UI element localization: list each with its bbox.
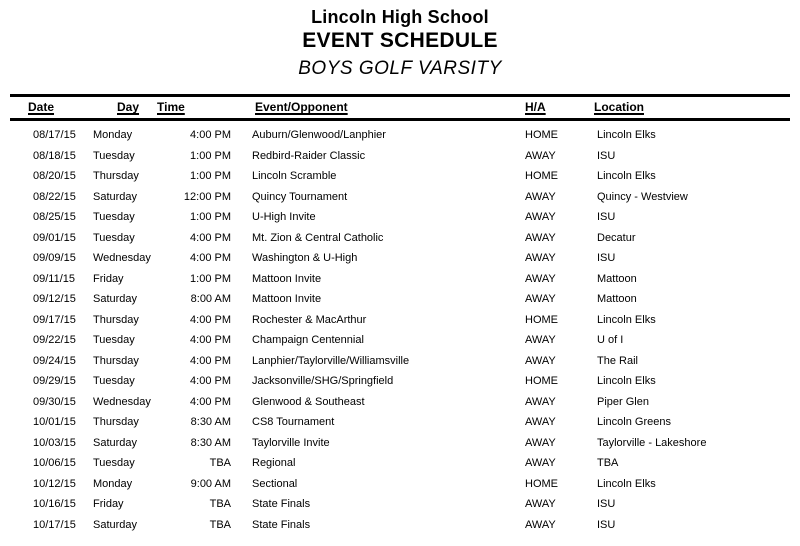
table-row: [0, 289, 800, 310]
cell-date: 09/22/15: [33, 334, 76, 346]
cell-time: 8:30 AM: [190, 416, 231, 428]
cell-date: 09/29/15: [33, 375, 76, 387]
column-header-event: Event/Opponent: [255, 100, 348, 114]
table-row: [0, 392, 800, 413]
cell-ha: HOME: [525, 170, 558, 182]
cell-date: 10/12/15: [33, 477, 76, 490]
cell-date: 08/22/15: [33, 190, 76, 203]
cell-event: Washington & U-High: [252, 252, 358, 264]
cell-day: Thursday: [93, 416, 139, 428]
table-row: [0, 515, 800, 536]
cell-date: 09/01/15: [33, 231, 76, 244]
cell-date: 09/30/15: [33, 395, 76, 408]
cell-ha: AWAY: [525, 149, 556, 162]
cell-date: 09/12/15: [33, 293, 76, 305]
cell-ha: AWAY: [525, 416, 556, 428]
cell-time: 1:00 PM: [190, 170, 231, 182]
cell-ha: AWAY: [525, 354, 556, 367]
table-row: [0, 228, 800, 249]
cell-ha: AWAY: [525, 211, 556, 223]
cell-time: 4:00 PM: [190, 334, 231, 346]
cell-ha: AWAY: [525, 231, 556, 244]
cell-day: Monday: [93, 477, 133, 490]
cell-time: 4:00 PM: [190, 252, 231, 264]
table-header-row: [0, 97, 800, 118]
cell-location: Lincoln Elks: [597, 170, 656, 182]
cell-location: Lincoln Elks: [597, 477, 656, 490]
cell-event: U-High Invite: [252, 211, 316, 223]
cell-date: 08/17/15: [33, 129, 76, 141]
cell-day: Tuesday: [93, 375, 135, 387]
column-header-time: Time: [157, 100, 185, 114]
school-name: Lincoln High School: [311, 7, 489, 27]
team-subtitle: BOYS GOLF VARSITY: [298, 58, 502, 79]
cell-date: 10/01/15: [33, 416, 76, 428]
cell-event: State Finals: [252, 518, 311, 531]
cell-location: Taylorville - Lakeshore: [597, 436, 707, 449]
cell-event: Regional: [252, 457, 296, 469]
cell-day: Friday: [93, 272, 124, 285]
cell-day: Saturday: [93, 190, 138, 203]
schedule-table-body: [0, 125, 800, 535]
cell-ha: HOME: [525, 313, 558, 326]
cell-day: Tuesday: [93, 457, 135, 469]
cell-date: 08/25/15: [33, 211, 76, 223]
table-row: [0, 371, 800, 392]
cell-event: Redbird-Raider Classic: [252, 149, 366, 162]
table-row: [0, 125, 800, 146]
cell-date: 10/06/15: [33, 457, 76, 469]
cell-location: Lincoln Elks: [597, 129, 656, 141]
cell-day: Saturday: [93, 293, 138, 305]
cell-date: 09/09/15: [33, 252, 76, 264]
cell-date: 09/17/15: [33, 313, 76, 326]
cell-ha: AWAY: [525, 334, 556, 346]
cell-ha: AWAY: [525, 518, 556, 531]
cell-location: ISU: [597, 252, 616, 264]
cell-event: Quincy Tournament: [252, 190, 348, 203]
cell-date: 10/17/15: [33, 518, 76, 531]
cell-time: 8:30 AM: [190, 436, 231, 449]
cell-ha: HOME: [525, 129, 558, 141]
cell-time: TBA: [209, 498, 231, 510]
cell-location: TBA: [597, 457, 619, 469]
cell-event: State Finals: [252, 498, 311, 510]
cell-time: 9:00 AM: [190, 477, 231, 490]
table-row: [0, 433, 800, 454]
cell-ha: HOME: [525, 375, 558, 387]
cell-location: Lincoln Elks: [597, 375, 656, 387]
cell-day: Thursday: [93, 313, 139, 326]
table-row: [0, 310, 800, 331]
table-row: [0, 453, 800, 474]
cell-day: Tuesday: [93, 149, 135, 162]
cell-date: 09/11/15: [33, 272, 76, 285]
table-row: [0, 269, 800, 290]
cell-location: Mattoon: [597, 293, 637, 305]
cell-location: The Rail: [597, 354, 638, 367]
table-row: [0, 474, 800, 495]
cell-event: Mattoon Invite: [252, 272, 322, 285]
cell-event: Mattoon Invite: [252, 293, 322, 305]
cell-date: 09/24/15: [33, 354, 76, 367]
cell-event: Lanphier/Taylorville/Williamsville: [252, 354, 410, 367]
table-row: [0, 412, 800, 433]
table-row: [0, 248, 800, 269]
table-row: [0, 207, 800, 228]
cell-event: Champaign Centennial: [252, 334, 364, 346]
table-row: [0, 166, 800, 187]
cell-location: ISU: [597, 518, 616, 531]
cell-event: CS8 Tournament: [252, 416, 335, 428]
cell-location: U of I: [597, 334, 624, 346]
column-header-date: Date: [28, 100, 55, 114]
cell-day: Wednesday: [93, 395, 151, 408]
cell-event: Glenwood & Southeast: [252, 395, 365, 408]
column-header-location: Location: [594, 100, 644, 114]
column-header-day: Day: [117, 100, 140, 114]
cell-ha: AWAY: [525, 457, 556, 469]
cell-location: ISU: [597, 211, 616, 223]
table-row: [0, 494, 800, 515]
table-row: [0, 330, 800, 351]
cell-location: ISU: [597, 498, 616, 510]
cell-time: 4:00 PM: [190, 231, 231, 244]
header-rule-divider: [10, 118, 790, 121]
table-row: [0, 187, 800, 208]
cell-time: 1:00 PM: [190, 211, 231, 223]
cell-time: 4:00 PM: [190, 354, 231, 367]
cell-ha: HOME: [525, 477, 558, 490]
cell-time: 1:00 PM: [190, 272, 231, 285]
cell-day: Friday: [93, 498, 124, 510]
cell-event: Sectional: [252, 477, 298, 490]
cell-time: 4:00 PM: [190, 395, 231, 408]
cell-time: 1:00 PM: [190, 149, 231, 162]
cell-location: ISU: [597, 149, 616, 162]
cell-event: Lincoln Scramble: [252, 170, 337, 182]
cell-time: 8:00 AM: [190, 293, 231, 305]
cell-location: Quincy - Westview: [597, 190, 688, 203]
cell-ha: AWAY: [525, 395, 556, 408]
table-row: [0, 146, 800, 167]
cell-time: TBA: [209, 457, 231, 469]
cell-ha: AWAY: [525, 190, 556, 203]
cell-ha: AWAY: [525, 272, 556, 285]
page-title: EVENT SCHEDULE: [302, 29, 498, 52]
cell-event: Auburn/Glenwood/Lanphier: [252, 129, 386, 141]
cell-time: 4:00 PM: [190, 129, 231, 141]
cell-event: Jacksonville/SHG/Springfield: [252, 375, 394, 387]
cell-event: Rochester & MacArthur: [252, 313, 367, 326]
cell-day: Thursday: [93, 354, 139, 367]
cell-day: Thursday: [93, 170, 139, 182]
cell-day: Tuesday: [93, 211, 135, 223]
cell-day: Tuesday: [93, 334, 135, 346]
cell-time: 4:00 PM: [190, 375, 231, 387]
cell-day: Saturday: [93, 436, 138, 449]
cell-ha: AWAY: [525, 436, 556, 449]
cell-event: Mt. Zion & Central Catholic: [252, 231, 384, 244]
cell-date: 08/18/15: [33, 149, 76, 162]
cell-day: Tuesday: [93, 231, 135, 244]
cell-time: TBA: [209, 518, 231, 531]
cell-location: Decatur: [597, 231, 636, 244]
cell-day: Wednesday: [93, 252, 151, 264]
cell-location: Lincoln Greens: [597, 416, 671, 428]
cell-time: 4:00 PM: [190, 313, 231, 326]
column-header-ha: H/A: [525, 100, 546, 114]
cell-location: Piper Glen: [597, 395, 649, 408]
cell-date: 10/03/15: [33, 436, 76, 449]
cell-day: Saturday: [93, 518, 138, 531]
cell-ha: AWAY: [525, 293, 556, 305]
cell-ha: AWAY: [525, 252, 556, 264]
cell-location: Lincoln Elks: [597, 313, 656, 326]
cell-time: 12:00 PM: [183, 190, 231, 203]
cell-day: Monday: [93, 129, 133, 141]
cell-location: Mattoon: [597, 272, 637, 285]
cell-date: 08/20/15: [33, 170, 76, 182]
table-row: [0, 351, 800, 372]
cell-date: 10/16/15: [33, 498, 76, 510]
cell-event: Taylorville Invite: [252, 436, 330, 449]
cell-ha: AWAY: [525, 498, 556, 510]
